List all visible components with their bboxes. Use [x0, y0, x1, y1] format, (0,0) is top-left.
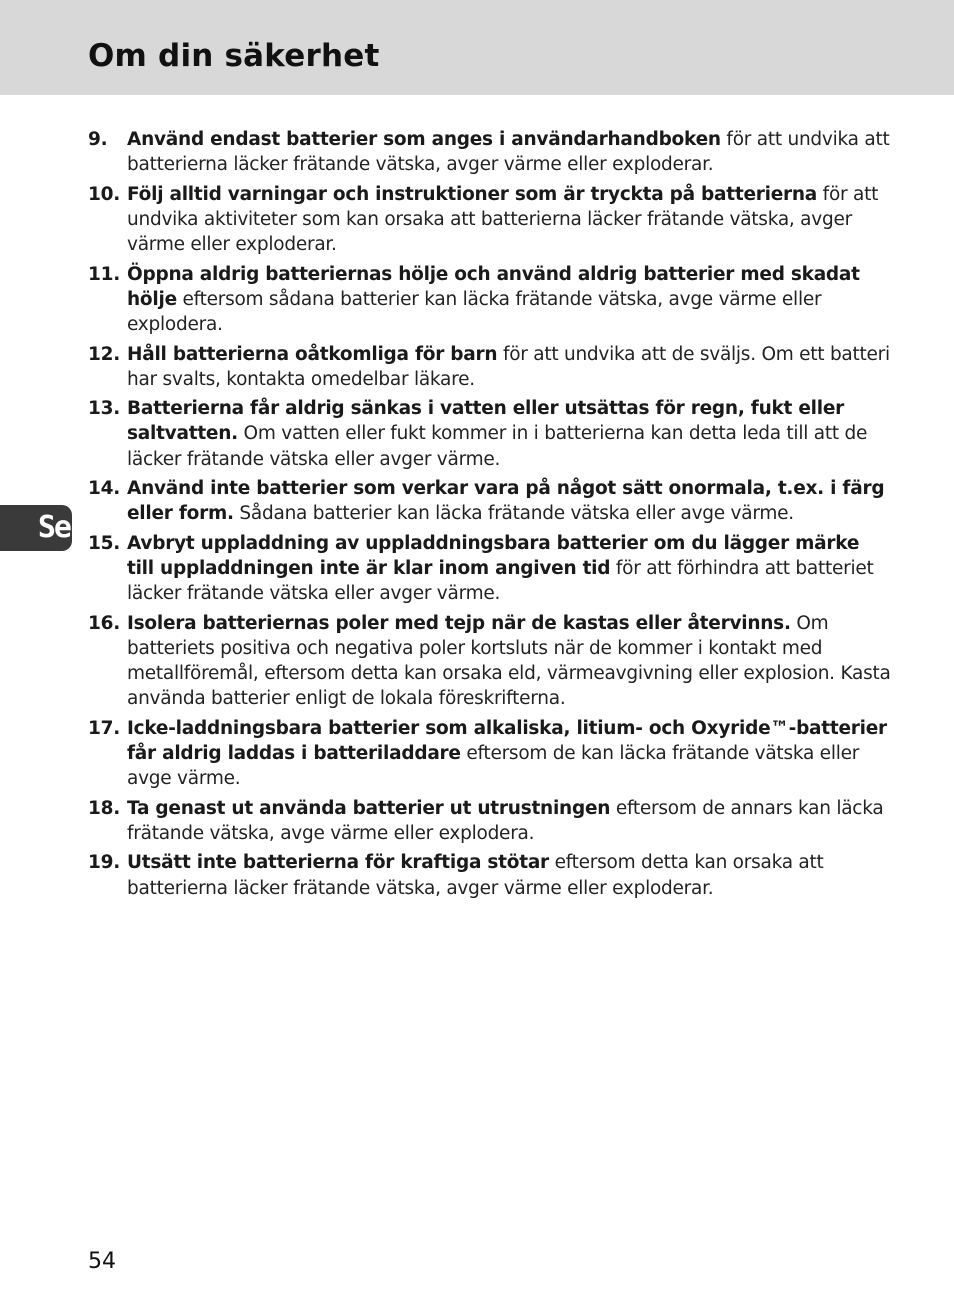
list-item — [88, 396, 892, 472]
item-number: 15. — [88, 532, 121, 554]
list-item — [88, 342, 892, 392]
item-number: 11. — [88, 263, 121, 285]
item-heading: Isolera batteriernas poler med tejp när de kastas eller återvinns. — [127, 612, 791, 634]
list-item — [88, 531, 892, 607]
item-heading: Håll batterierna oåtkomliga för barn — [127, 343, 498, 365]
item-heading: Ta genast ut använda batterier ut utrustningen — [127, 797, 611, 819]
list-item — [88, 611, 892, 712]
item-number: 17. — [88, 717, 121, 739]
safety-list — [88, 127, 892, 905]
item-heading: Öppna aldrig batteriernas hölje och använd aldrig batterier med skadat hölje — [127, 263, 860, 310]
list-item — [88, 262, 892, 338]
item-number: 13. — [88, 398, 121, 420]
item-heading: Följ alltid varningar och instruktioner som är tryckta på batterierna — [127, 183, 818, 205]
item-heading: Icke-laddningsbara batterier som alkaliska, litium- och Oxyride™-batterier får aldrig laddas i batteriladdare — [127, 717, 887, 765]
language-tab: Se — [0, 505, 72, 551]
item-text: eftersom de annars kan läcka frätande vätska, avge värme eller explodera. — [127, 797, 884, 844]
item-number: 9. — [88, 129, 108, 150]
item-text: för att undvika att de sväljs. Om ett batteri har svalts, kontakta omedelbar läkare. — [127, 343, 890, 390]
item-number: 10. — [88, 183, 121, 205]
item-text: Sådana batterier kan läcka frätande vätska eller avge värme. — [233, 503, 794, 525]
item-number: 19. — [88, 852, 121, 874]
list-item — [88, 127, 892, 177]
item-number: 16. — [88, 612, 121, 634]
list-item — [88, 476, 892, 526]
item-heading: Använd endast batterier som anges i användarhandboken — [127, 129, 721, 150]
item-number: 14. — [88, 478, 121, 500]
list-item — [88, 182, 892, 258]
page-title: Om din säkerhet — [88, 38, 380, 74]
item-number: 18. — [88, 797, 121, 819]
item-text: eftersom sådana batterier kan läcka frätande vätska, avge värme eller explodera. — [127, 288, 822, 336]
item-heading: Batterierna får aldrig sänkas i vatten eller utsättas för regn, fukt eller saltvatten. — [127, 398, 844, 445]
item-text: eftersom de kan läcka frätande vätska eller avge värme. — [127, 743, 860, 790]
item-text: Om batteriets positiva och negativa poler kortsluts när de kommer i kontakt med metallföremål, eftersom detta kan orsaka eld, värmeavgivning eller explosion. Kasta använda batterier enligt de lokala föreskrifterna. — [127, 612, 891, 710]
list-item — [88, 850, 892, 900]
item-heading: Använd inte batterier som verkar vara på något sätt onormala, t.ex. i färg eller form. — [127, 478, 885, 525]
header-band — [0, 0, 954, 95]
item-heading: Avbryt uppladdning av uppladdningsbara batterier om du lägger märke till uppladdningen inte är klar inom angiven tid — [127, 532, 860, 580]
item-heading: Utsätt inte batterierna för kraftiga stötar — [127, 852, 549, 874]
item-text: för att undvika aktiviteter som kan orsaka att batterierna läcker frätande vätska, avger värme eller exploderar. — [127, 183, 879, 256]
item-text: för att undvika att batterierna läcker frätande vätska, avger värme eller exploderar. — [127, 129, 890, 176]
item-text: eftersom detta kan orsaka att batterierna läcker frätande vätska, avger värme eller exploderar. — [127, 852, 824, 899]
list-item — [88, 796, 892, 846]
page-number: 54 — [88, 1249, 116, 1274]
item-number: 12. — [88, 343, 121, 365]
item-text: för att förhindra att batteriet läcker frätande vätska eller avger värme. — [127, 558, 874, 605]
list-item — [88, 716, 892, 792]
item-text: Om vatten eller fukt kommer in i batterierna kan detta leda till att de läcker frätande vätska eller avger värme. — [127, 423, 868, 470]
